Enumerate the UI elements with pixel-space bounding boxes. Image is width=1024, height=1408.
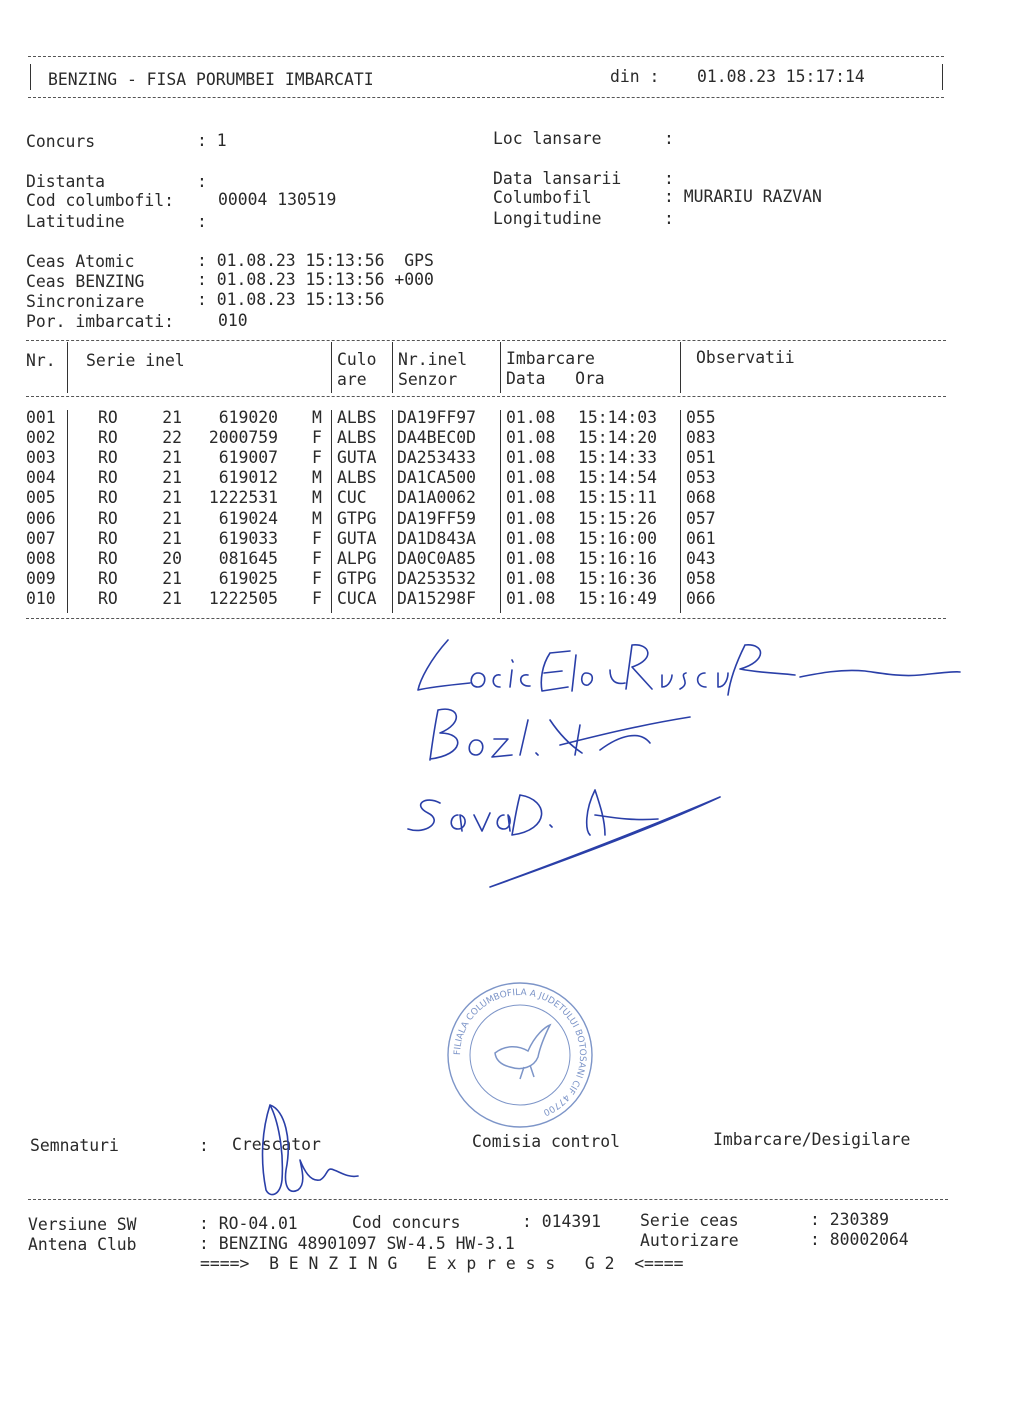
footer-top-rule [28, 1199, 948, 1200]
header-bottom-rule [28, 97, 944, 98]
header-right-border [942, 64, 943, 90]
cell-culoare: ALBS [337, 408, 377, 427]
cell-an: 21 [162, 588, 182, 608]
comisia-control-label: Comisia control [472, 1132, 621, 1151]
cell-sex: M [312, 468, 322, 488]
handwriting-line-2 [430, 709, 690, 760]
cell-tara: RO [98, 568, 118, 588]
cell-sex: M [312, 508, 322, 528]
ceas-atomic-value: : 01.08.23 15:13:56 GPS [197, 251, 434, 270]
table-row [0, 549, 1024, 569]
versiune-sw-value: : RO-04.01 [199, 1214, 298, 1233]
cell-culoare: GUTA [337, 448, 377, 468]
cell-inel: 619033 [218, 528, 278, 548]
cell-ora: 15:16:00 [578, 528, 657, 548]
cell-culoare: CUCA [337, 588, 377, 608]
cell-obs: 043 [686, 548, 716, 568]
cell-ora: 15:16:49 [578, 588, 657, 608]
cell-culoare: ALPG [337, 548, 377, 568]
cell-tara: RO [98, 408, 118, 427]
cell-obs: 068 [686, 488, 716, 508]
concurs-label: Concurs [26, 132, 96, 151]
table-top-rule [26, 340, 946, 341]
serie-ceas-value: : 230389 [810, 1210, 889, 1229]
cell-senzor: DA1D843A [397, 528, 476, 548]
cell-tara: RO [98, 448, 118, 468]
cell-ora: 15:15:26 [578, 508, 657, 528]
cell-culoare: GTPG [337, 508, 377, 528]
table-row [0, 408, 1024, 428]
cell-obs: 058 [686, 568, 716, 588]
cell-nr: 007 [26, 528, 56, 548]
col-sep-serie [331, 342, 332, 393]
cell-nr: 003 [26, 448, 56, 468]
header-top-rule [28, 56, 944, 57]
cell-obs: 066 [686, 588, 716, 608]
print-date-label: din : [610, 67, 660, 86]
cell-sex: F [312, 568, 322, 588]
cell-inel: 619007 [218, 448, 278, 468]
cell-ora: 15:14:54 [578, 468, 657, 488]
cell-tara: RO [98, 428, 118, 448]
crescator-label: Crescator [232, 1135, 321, 1154]
cell-senzor: DA253433 [397, 448, 476, 468]
cell-senzor: DA19FF97 [397, 408, 476, 427]
club-stamp [440, 975, 600, 1135]
col-sep-culoare [392, 342, 393, 393]
cell-senzor: DA1CA500 [397, 468, 476, 488]
cell-data: 01.08 [506, 588, 556, 608]
cell-data: 01.08 [506, 448, 556, 468]
cell-culoare: ALBS [337, 428, 377, 448]
semnaturi-label: Semnaturi [30, 1136, 119, 1155]
cell-inel: 1222505 [208, 588, 278, 608]
autorizare-label: Autorizare [640, 1231, 739, 1250]
cell-ora: 15:14:20 [578, 428, 657, 448]
cod-columbofil-value: 00004 130519 [218, 190, 337, 209]
data-lansarii-label: Data lansarii [493, 169, 622, 188]
sincronizare-value: : 01.08.23 15:13:56 [197, 290, 385, 309]
cell-nr: 006 [26, 508, 56, 528]
table-row [0, 448, 1024, 468]
cell-inel: 2000759 [208, 428, 278, 448]
handwriting-line-3 [408, 790, 720, 887]
porumbei-imbarcati-value: 010 [218, 311, 248, 330]
header-culoare-2: are [337, 370, 367, 389]
cell-an: 21 [162, 508, 182, 528]
col-sep-nrinel [500, 342, 501, 393]
columbofil-value: : MURARIU RAZVAN [664, 187, 822, 206]
longitudine-value: : [664, 209, 674, 228]
cell-data: 01.08 [506, 508, 556, 528]
handwriting-line-1 [418, 640, 960, 695]
cell-an: 21 [162, 528, 182, 548]
antena-club-value: : BENZING 48901097 SW-4.5 HW-3.1 [199, 1234, 515, 1253]
cell-obs: 053 [686, 468, 716, 488]
cell-nr: 001 [26, 408, 56, 427]
header-left-border [30, 64, 31, 90]
document-title: BENZING - FISA PORUMBEI IMBARCATI [48, 70, 374, 89]
cell-nr: 010 [26, 588, 56, 608]
cell-an: 22 [162, 428, 182, 448]
cell-tara: RO [98, 488, 118, 508]
cell-ora: 15:14:33 [578, 448, 657, 468]
cell-an: 21 [162, 468, 182, 488]
cell-sex: F [312, 428, 322, 448]
distanta-value: : [197, 172, 207, 191]
longitudine-label: Longitudine [493, 209, 602, 228]
table-row [0, 488, 1024, 508]
cell-data: 01.08 [506, 428, 556, 448]
cell-inel: 619020 [218, 408, 278, 427]
table-header-rule [26, 396, 946, 397]
cell-inel: 081645 [218, 548, 278, 568]
cell-tara: RO [98, 468, 118, 488]
table-row [0, 589, 1024, 609]
semnaturi-colon: : [199, 1136, 209, 1155]
cell-ora: 15:15:11 [578, 488, 657, 508]
cell-inel: 619025 [218, 568, 278, 588]
cell-an: 20 [162, 548, 182, 568]
cell-culoare: GUTA [337, 528, 377, 548]
cell-an: 21 [162, 408, 182, 427]
cell-inel: 619012 [218, 468, 278, 488]
header-nr: Nr. [26, 351, 56, 370]
data-lansarii-value: : [664, 169, 674, 188]
concurs-value: : 1 [197, 131, 227, 150]
header-nr-inel-2: Senzor [398, 370, 458, 389]
cell-obs: 061 [686, 528, 716, 548]
cell-ora: 15:16:16 [578, 548, 657, 568]
cell-sex: F [312, 448, 322, 468]
loc-lansare-value: : [664, 129, 674, 148]
columbofil-label: Columbofil [493, 188, 592, 207]
cell-data: 01.08 [506, 488, 556, 508]
col-sep-imbarcare [680, 342, 681, 393]
serie-ceas-label: Serie ceas [640, 1211, 739, 1230]
print-date-value: 01.08.23 15:17:14 [697, 67, 865, 86]
cell-ora: 15:14:03 [578, 408, 657, 427]
cell-senzor: DA19FF59 [397, 508, 476, 528]
crescator-signature [240, 1090, 380, 1210]
cell-senzor: DA1A0062 [397, 488, 476, 508]
cell-obs: 055 [686, 408, 716, 427]
cell-senzor: DA253532 [397, 568, 476, 588]
autorizare-value: : 80002064 [810, 1230, 909, 1249]
header-observatii: Observatii [696, 348, 795, 367]
latitudine-value: : [197, 212, 207, 231]
cell-ora: 15:16:36 [578, 568, 657, 588]
cell-sex: M [312, 488, 322, 508]
header-culoare-1: Culo [337, 350, 377, 369]
cell-sex: F [312, 588, 322, 608]
cell-nr: 002 [26, 428, 56, 448]
cell-culoare: ALBS [337, 468, 377, 488]
antena-club-label: Antena Club [28, 1235, 137, 1254]
latitudine-label: Latitudine [26, 212, 125, 231]
cell-sex: M [312, 408, 322, 427]
cell-data: 01.08 [506, 528, 556, 548]
table-row [0, 529, 1024, 549]
ceas-atomic-label: Ceas Atomic [26, 252, 135, 271]
cell-data: 01.08 [506, 548, 556, 568]
cell-obs: 057 [686, 508, 716, 528]
handwritten-annotations [400, 625, 1000, 895]
cell-senzor: DA4BEC0D [397, 428, 476, 448]
imbarcare-desigilare-label: Imbarcare/Desigilare [713, 1130, 911, 1149]
cell-sex: F [312, 528, 322, 548]
cod-columbofil-label: Cod columbofil: [26, 191, 175, 210]
porumbei-imbarcati-label: Por. imbarcati: [26, 312, 175, 331]
header-imbarcare-2: Data Ora [506, 369, 605, 388]
table-row [0, 468, 1024, 488]
cell-obs: 083 [686, 428, 716, 448]
cell-data: 01.08 [506, 568, 556, 588]
cell-tara: RO [98, 508, 118, 528]
sincronizare-label: Sincronizare [26, 292, 145, 311]
header-imbarcare-1: Imbarcare [506, 349, 595, 368]
cell-tara: RO [98, 588, 118, 608]
stamp-text: FILIALA COLUMBOFILA A JUDETULUI BOTOSANI CIF 47700 [452, 987, 588, 1117]
cell-data: 01.08 [506, 408, 556, 427]
table-row [0, 428, 1024, 448]
cell-data: 01.08 [506, 468, 556, 488]
cell-an: 21 [162, 568, 182, 588]
versiune-sw-label: Versiune SW [28, 1215, 137, 1234]
cell-culoare: CUC [337, 488, 367, 508]
cell-tara: RO [98, 528, 118, 548]
distanta-label: Distanta [26, 172, 105, 191]
stamp-inner-ring [470, 1005, 570, 1105]
cell-culoare: GTPG [337, 568, 377, 588]
cod-concurs-label: Cod concurs [352, 1213, 461, 1232]
table-row [0, 569, 1024, 589]
cell-an: 21 [162, 448, 182, 468]
cell-inel: 619024 [218, 508, 278, 528]
cod-concurs-value: : 014391 [522, 1212, 601, 1231]
header-nr-inel-1: Nr.inel [398, 350, 468, 369]
table-bottom-rule [26, 618, 946, 619]
cell-nr: 009 [26, 568, 56, 588]
header-serie-inel: Serie inel [86, 351, 185, 370]
cell-obs: 051 [686, 448, 716, 468]
cell-tara: RO [98, 548, 118, 568]
cell-senzor: DA0C0A85 [397, 548, 476, 568]
stamp-pigeon-icon [495, 1025, 550, 1079]
cell-inel: 1222531 [208, 488, 278, 508]
cell-nr: 005 [26, 488, 56, 508]
loc-lansare-label: Loc lansare [493, 129, 602, 148]
ceas-benzing-label: Ceas BENZING [26, 272, 145, 291]
cell-sex: F [312, 548, 322, 568]
cell-nr: 008 [26, 548, 56, 568]
benzing-tagline: ====> B E N Z I N G E x p r e s s G 2 <==== [200, 1254, 684, 1273]
table-row [0, 509, 1024, 529]
cell-senzor: DA15298F [397, 588, 476, 608]
cell-nr: 004 [26, 468, 56, 488]
ceas-benzing-value: : 01.08.23 15:13:56 +000 [197, 270, 434, 289]
cell-an: 21 [162, 488, 182, 508]
col-sep-nr [67, 342, 68, 393]
